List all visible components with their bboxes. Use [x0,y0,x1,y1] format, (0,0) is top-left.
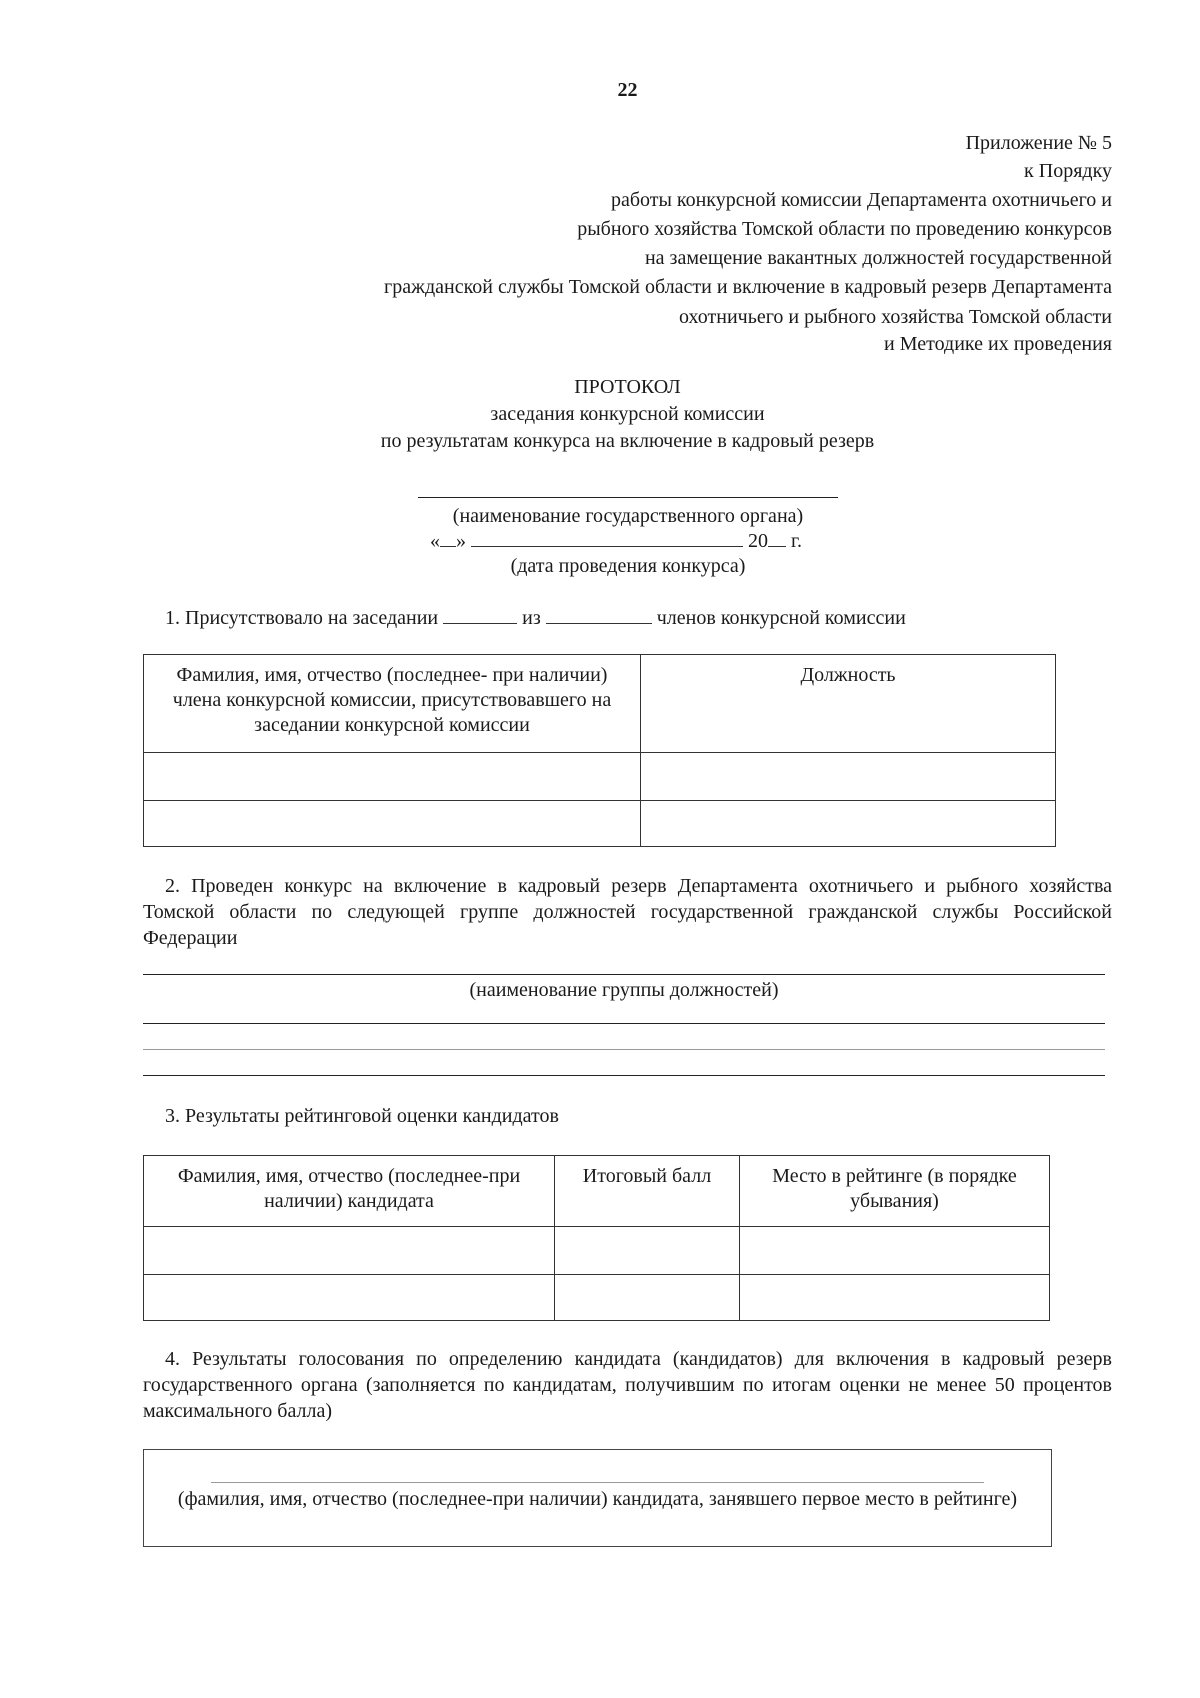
date-open-quote: « [430,530,440,552]
table-cell[interactable] [144,1275,555,1321]
present-count-blank[interactable] [443,605,517,624]
table-cell[interactable] [144,1227,555,1275]
year-suffix: г. [791,530,802,552]
table-row [144,801,1056,847]
appendix-line: Приложение № 5 [965,132,1112,154]
position-group-caption: (наименование группы должностей) [469,979,779,1001]
page-number: 22 [617,79,638,101]
blank-line[interactable] [143,1023,1105,1024]
table-header-name: Фамилия, имя, отчество (последнее- при наличии) члена конкурсной комиссии, присутствовавшего на заседании конкурсной комиссии [144,655,641,753]
date-caption: (дата проведения конкурса) [510,555,746,577]
appendix-line: на замещение вакантных должностей государственной [644,247,1112,269]
section-1-prefix: 1. Присутствовало на заседании [165,607,439,629]
winner-caption: (фамилия, имя, отчество (последнее-при наличии) кандидата, занявшего первое место в рейтинге) [177,1488,1018,1510]
year-prefix: 20 [748,530,768,552]
table-cell[interactable] [641,801,1056,847]
table-header-score: Итоговый балл [555,1156,740,1227]
table-row [144,1275,1050,1321]
date-close-quote: » [456,530,466,552]
table-header-candidate: Фамилия, имя, отчество (последнее-при наличии) кандидата [144,1156,555,1227]
table-header-position: Должность [641,655,1056,753]
appendix-line: к Порядку [1024,160,1112,182]
table-cell[interactable] [740,1275,1050,1321]
rating-table [143,1155,1050,1321]
table-cell[interactable] [641,753,1056,801]
section-2-text: 2. Проведен конкурс на включение в кадровый резерв Департамента охотничьего и рыбного хозяйства Томской области по следующей группе должностей государственной гражданской службы Российской Федерации [143,875,1112,949]
table-cell[interactable] [555,1227,740,1275]
section-3-text: 3. Результаты рейтинговой оценки кандидатов [165,1105,559,1127]
table-row [144,753,1056,801]
document-title: ПРОТОКОЛ [574,376,681,398]
winner-name-line[interactable] [211,1482,984,1483]
table-cell[interactable] [555,1275,740,1321]
table-cell[interactable] [144,801,641,847]
appendix-line: и Методике их проведения [884,333,1112,355]
section-1 [165,604,906,632]
day-blank[interactable] [440,528,456,547]
table-header-rank: Место в рейтинге (в порядке убывания) [740,1156,1050,1227]
table-cell[interactable] [144,753,641,801]
blank-line[interactable] [143,1075,1105,1076]
appendix-line: рыбного хозяйства Томской области по проведению конкурсов [577,218,1112,240]
appendix-line: гражданской службы Томской области и включение в кадровый резерв Департамента [384,276,1112,298]
members-table [143,654,1056,847]
table-row [144,1227,1050,1275]
appendix-line: охотничьего и рыбного хозяйства Томской области [679,306,1112,328]
year-blank[interactable] [768,528,786,547]
document-subtitle: по результатам конкурса на включение в кадровый резерв [380,430,875,452]
section-1-middle: из [522,607,541,629]
blank-line[interactable] [143,1049,1105,1050]
position-group-line[interactable] [143,974,1105,975]
section-1-suffix: членов конкурсной комиссии [656,607,906,629]
date-line [430,527,802,555]
table-cell[interactable] [740,1227,1050,1275]
month-blank[interactable] [471,528,743,547]
organ-name-line[interactable] [418,497,838,498]
organ-caption: (наименование государственного органа) [452,505,804,527]
winner-box [143,1449,1052,1547]
total-count-blank[interactable] [546,605,652,624]
section-4-text: 4. Результаты голосования по определению кандидата (кандидатов) для включения в кадровый резерв государственного органа (заполняется по кандидатам, получившим по итогам оценки не менее 50 процентов максимального балла) [143,1348,1112,1422]
document-subtitle: заседания конкурсной комиссии [490,403,765,425]
appendix-line: работы конкурсной комиссии Департамента охотничьего и [610,189,1112,211]
